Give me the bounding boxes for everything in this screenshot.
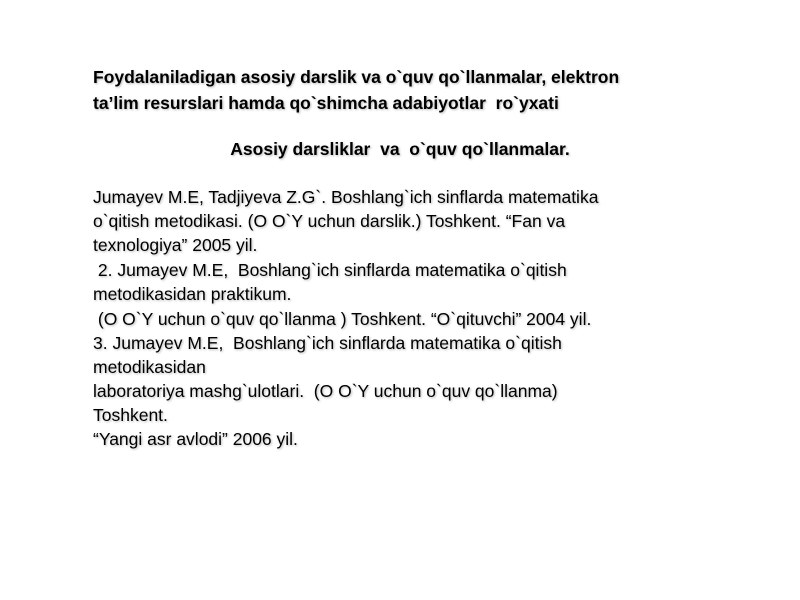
reference-line: 3. Jumayev M.E, Boshlang`ich sinflarda matematika o`qitish	[93, 333, 562, 353]
reference-line: laboratoriya mashg`ulotlari. (O O`Y uchun o`quv qo`llanma)	[93, 381, 558, 401]
reference-line: 2. Jumayev M.E, Boshlang`ich sinflarda matematika o`qitish	[93, 260, 567, 280]
document-title-line-2: ta’lim resurslari hamda qo`shimcha adabiyotlar ro`yxati	[93, 93, 559, 113]
reference-line: “Yangi asr avlodi” 2006 yil.	[93, 429, 298, 449]
reference-line: o`qitish metodikasi. (O O`Y uchun darslik.) Toshkent. “Fan va	[93, 211, 566, 231]
reference-line: texnologiya” 2005 yil.	[93, 235, 258, 255]
reference-line: (O O`Y uchun o`quv qo`llanma ) Toshkent. “O`qituvchi” 2004 yil.	[93, 309, 592, 329]
document-title-line-1: Foydalaniladigan asosiy darslik va o`quv qo`llanmalar, elektron	[93, 67, 620, 87]
reference-line: Jumayev M.E, Tadjiyeva Z.G`. Boshlang`ich sinflarda matematika	[93, 187, 599, 207]
section-heading: Asosiy darsliklar va o`quv qo`llanmalar.	[230, 139, 570, 159]
reference-line: metodikasidan	[93, 357, 206, 377]
reference-line: metodikasidan praktikum.	[93, 284, 292, 304]
reference-line: Toshkent.	[93, 405, 168, 425]
